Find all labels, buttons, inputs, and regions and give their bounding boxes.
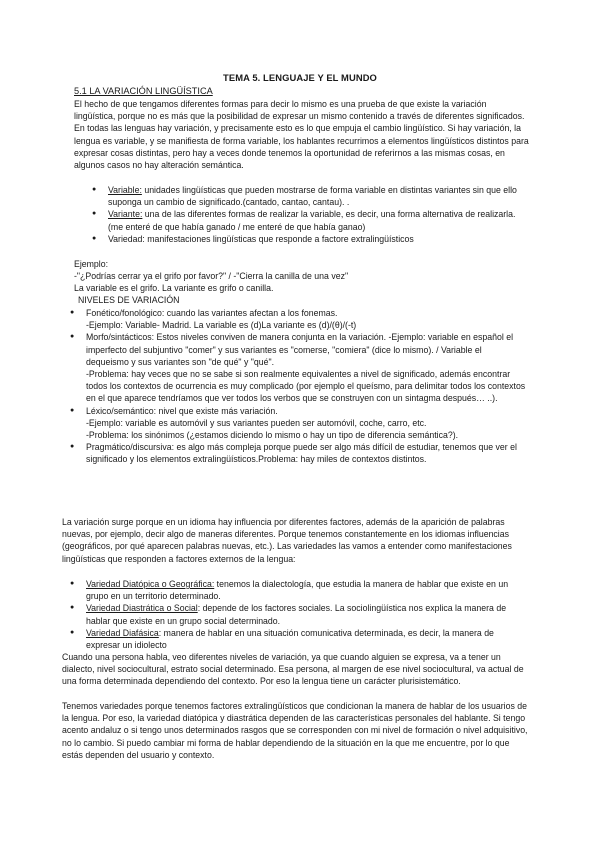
definitions-list [108, 184, 526, 245]
variety-text: tenemos la dialectología, que estudia la manera de hablar que existe en un grupo en un territorio determinado. [86, 579, 509, 602]
level-morfosintactico [86, 331, 526, 404]
term: Variante: [108, 209, 143, 220]
level-lexico [86, 405, 526, 442]
level-line: ● Fonético/fonológico: cuando las variantes afectan a los fonemas. [86, 308, 338, 318]
level-line: -Ejemplo: Variable- Madrid. La variable es (d)La variante es (d)/(θ)/(-t) [86, 320, 357, 331]
level-line: ● Morfo/sintácticos: Estos niveles conviven de manera conjunta en la variación. -Ejemplo: variable en español el imperfecto del subjuntivo "comer" y sus variantes es "comerse, "comiera" (dice lo mismo). / Variable el dequeismo y sus variantes son "de qué" y "qué". [86, 332, 514, 367]
definition-text: unidades lingüísticas que pueden mostrarse de forma variable en distintas variantes sin que ello suponga un cambio de significado.(cantado, cantao, cantau). . [108, 185, 517, 208]
definition-text: Variedad: manifestaciones lingüísticas que responde a factore extralingüísticos [108, 233, 414, 244]
example-label: Ejemplo: [74, 259, 109, 269]
example-line-2: La variable es el grifo. La variante es grifo o canilla. [74, 283, 274, 293]
definition-variante [108, 208, 526, 232]
speaker-paragraph: Cuando una persona habla, veo diferentes niveles de variación, ya que cuando alguien se expresa, va a tener un dialecto, nivel sociocultural, estrato social determinado. Esa persona, al margen de ese nivel sociocultural, va actual de una forma determinada dependiendo del contexto. Por eso la lengua tiene un carácter plurisistemático. [62, 652, 524, 687]
variety-diatopica [86, 578, 526, 602]
variation-paragraph: La variación surge porque en un idioma hay influencia por diferentes factores, además de la aparición de palabras nuevas, por ejemplo, decir algo de maneras diferentes. Porque tenemos constantemente en los idiomas influencias (geográficos, por qué aparecen palabras nuevas, etc.). Las variedades las vamos a entender como manifestaciones lingüísticas que responden a factores externos de la lengua: [62, 517, 512, 564]
term: Variedad Diatópica o Geográfica: [86, 579, 215, 589]
factors-paragraph: Tenemos variedades porque tenemos factores extralingüísticos que condicionan la manera de hablar de los usuarios de la lengua. Por eso, la variedad diatópica y diastrática dependen de las características personales del hablante. Si tengo acento andaluz o si tengo unos determinados rasgos que se corresponden con mi nivel de formación o nivel adquisitivo, no lo cambio. Si puedo cambiar mi forma de hablar dependiendo de la situación en la que me encuentre, por lo que estás dependen del usuario y contexto. [62, 701, 528, 760]
level-line: -Problema: hay veces que no se sabe si son realmente equivalentes a nivel de significado, además encontrar todos los contextos de ocurrencia es muy complicado (por ejemplo el queísmo, para delimitar todos los contextos en el que aparece tendríamos que ver todos los verbos que se construyen con un sintagma después… ..). [86, 369, 526, 404]
levels-list [86, 307, 526, 466]
term: Variedad Diastrática o Social [86, 603, 198, 614]
levels-heading: NIVELES DE VARIACIÓN [78, 295, 180, 305]
section-heading: 5.1 LA VARIACIÓN LINGÜÍSTICA [74, 86, 213, 96]
variety-text: : depende de los factores sociales. La sociolingüística nos explica la manera de hablar que existe en un grupo social determinado. [86, 603, 507, 626]
page-title: TEMA 5. LENGUAJE Y EL MUNDO [223, 72, 377, 83]
level-line: ● Léxico/semántico: nivel que existe más variación. [86, 405, 278, 416]
example-line-1: -"¿Podrías cerrar ya el grifo por favor?" / -"Cierra la canilla de una vez" [74, 271, 349, 281]
definition-variable [108, 184, 526, 208]
varieties-list [86, 578, 526, 651]
level-line: -Problema: los sinónimos (¿estamos diciendo lo mismo o hay un tipo de diferencia semántica?). [86, 430, 459, 441]
level-line: ● Pragmático/discursiva: es algo más compleja porque puede ser algo más difícil de estudiar, tenemos que ver el significado y los elementos extralingüísticos.Problema: hay miles de contextos distintos. [86, 442, 517, 465]
variety-diastratica [86, 602, 526, 626]
definition-text: una de las diferentes formas de realizar la variable, es decir, una forma alternativa de realizarla.(me enteré de que había ganado / me enteré de que había ganao) [108, 209, 516, 232]
level-line: -Ejemplo: variable es automóvil y sus variantes pueden ser automóvil, coche, carro, etc. [86, 417, 427, 428]
level-fonetico [86, 307, 526, 331]
definition-variedad [108, 233, 526, 245]
level-pragmatico [86, 441, 526, 465]
term: Variedad Diafásica [86, 627, 159, 638]
variety-diafasica [86, 627, 526, 651]
term: Variable: [108, 185, 142, 195]
variety-text: : manera de hablar en una situación comunicativa determinada, es decir, la manera de expresar un idiolecto [86, 627, 494, 651]
intro-paragraph: El hecho de que tengamos diferentes formas para decir lo mismo es una prueba de que existe la variación lingüística, porque no es más que la posibilidad de expresar un mismo contenido a través de diferentes significados. En todas las lenguas hay variación, y precisamente esto es lo que empuja el cambio lingüístico. Si hay variación, la lengua es variable, y se manifiesta de forma variable, los hablantes recurrimos a elementos lingüísticos distintos para expresar cosas distintas, pero hay a veces donde tenemos la oportunidad de referirnos a las mismas cosas, en algunos casos no hay alteración semántica. [74, 99, 529, 171]
